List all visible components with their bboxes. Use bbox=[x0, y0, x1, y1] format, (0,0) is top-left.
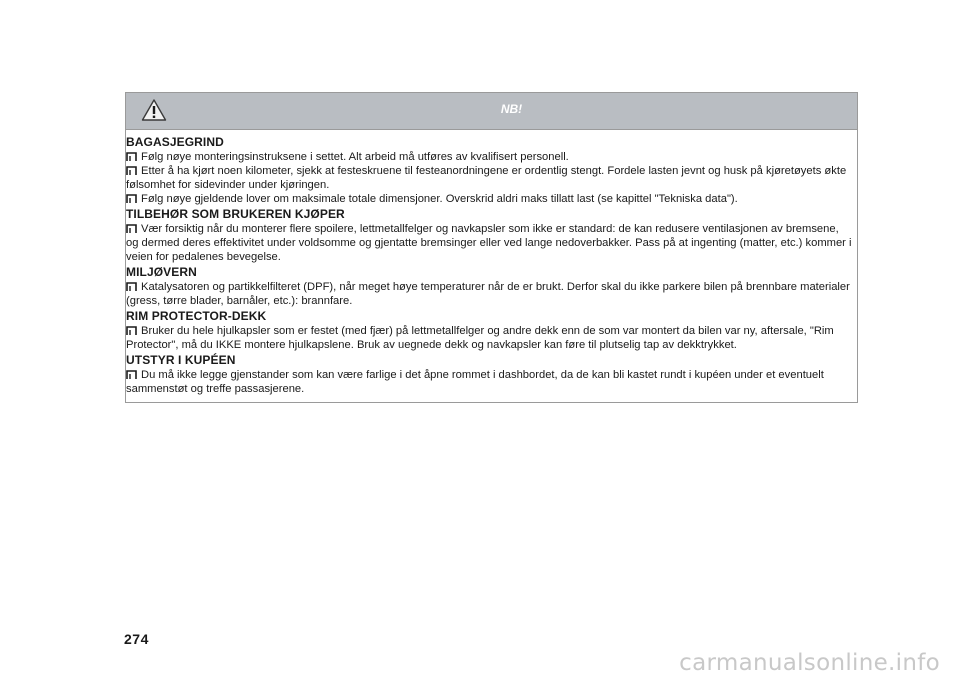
section-heading: UTSTYR I KUPÉEN bbox=[126, 353, 236, 367]
section-paragraph bbox=[126, 368, 853, 396]
paragraph-text: Bruker du hele hjulkapsler som er festet (med fjær) på lettmetallfelger og andre dekk enn de som var montert da bilen var ny, aftersale, "Rim Protector", må du IKKE montere hjulkapslene. Bruk av uegnede dekk og navkapsler kan føre til plutselig tap av dekktrykket. bbox=[126, 325, 834, 351]
warning-box-header bbox=[126, 93, 857, 130]
section-paragraph bbox=[126, 222, 853, 264]
paragraph-text: Katalysatoren og partikkelfilteret (DPF), når meget høye temperaturer når de er brukt. Derfor skal du ikke parkere bilen på brennbare materialer (gress, tørre blader, barnåler, etc.): brannfare. bbox=[126, 281, 850, 307]
page-number: 274 bbox=[124, 631, 149, 647]
section-paragraph bbox=[126, 164, 853, 192]
paragraph-text: Vær forsiktig når du monterer flere spoilere, lettmetallfelger og navkapsler som ikke er standard: de kan redusere ventilasjonen av bremsene, og dermed deres effektivitet under voldsomme og gjentatte bremsinger eller ved lange nedoverbakker. Pass på at ingenting (matter, etc.) kommer i veien for pedalenes bevegelse. bbox=[126, 223, 852, 263]
warning-box bbox=[125, 92, 858, 403]
section-heading: TILBEHØR SOM BRUKEREN KJØPER bbox=[126, 207, 345, 221]
section-paragraph bbox=[126, 150, 853, 164]
section-paragraph bbox=[126, 192, 853, 206]
bracket-bullet-icon bbox=[126, 166, 137, 175]
warning-box-body bbox=[126, 130, 857, 402]
bracket-bullet-icon bbox=[126, 282, 137, 291]
section-heading: RIM PROTECTOR-DEKK bbox=[126, 309, 267, 323]
section-heading: BAGASJEGRIND bbox=[126, 135, 224, 149]
warning-box-title: NB! bbox=[500, 102, 523, 116]
section-paragraph bbox=[126, 280, 853, 308]
bracket-bullet-icon bbox=[126, 326, 137, 335]
bracket-bullet-icon bbox=[126, 194, 137, 203]
paragraph-text: Følg nøye gjeldende lover om maksimale totale dimensjoner. Overskrid aldri maks tillatt last (se kapittel "Tekniska data"). bbox=[141, 193, 738, 205]
bracket-bullet-icon bbox=[126, 224, 137, 233]
bracket-bullet-icon bbox=[126, 152, 137, 161]
paragraph-text: Etter å ha kjørt noen kilometer, sjekk at festeskruene til festeanordningene er ordentlig stengt. Fordele lasten jevnt og husk på kjøretøyets økte følsomhet for sidevinder under kjøringen. bbox=[126, 165, 847, 191]
paragraph-text: Du må ikke legge gjenstander som kan være farlige i det åpne rommet i dashbordet, da de kan bli kastet rundt i kupéen under et eventuelt sammenstøt og treffe passasjerene. bbox=[126, 369, 824, 395]
watermark: carmanualsonline.info bbox=[679, 650, 940, 676]
section-paragraph bbox=[126, 324, 853, 352]
bracket-bullet-icon bbox=[126, 370, 137, 379]
section-heading: MILJØVERN bbox=[126, 265, 197, 279]
paragraph-text: Følg nøye monteringsinstruksene i settet. Alt arbeid må utføres av kvalifisert personell. bbox=[141, 151, 569, 163]
